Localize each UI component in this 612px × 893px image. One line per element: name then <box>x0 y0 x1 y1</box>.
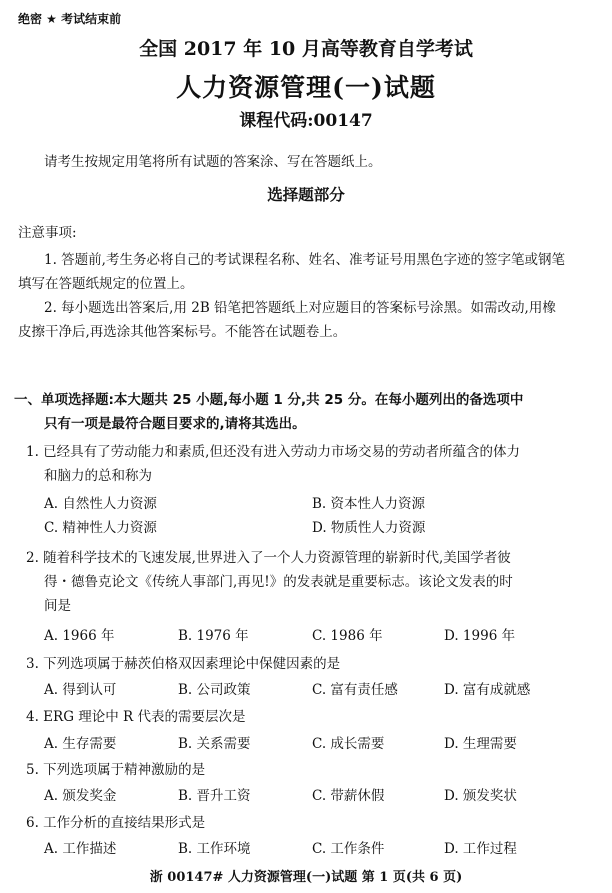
page-footer: 浙 00147# 人力资源管理(一)试题 第 1 页(共 6 页) <box>149 870 463 885</box>
section-title: 选择题部分 <box>267 185 345 204</box>
notes-label: 注意事项: <box>18 225 77 241</box>
question-6-option-a: A. 工作描述 <box>44 841 117 857</box>
question-6-option-d: D. 工作过程 <box>444 841 517 857</box>
question-5-option-c: C. 带薪休假 <box>312 788 385 804</box>
note-2-line-2: 皮擦干净后,再选涂其他答案标号。不能答在试题卷上。 <box>18 324 347 340</box>
question-3-option-b: B. 公司政策 <box>178 682 251 698</box>
question-6-line-1: 6. 工作分析的直接结果形式是 <box>26 815 206 831</box>
question-2-option-b: B. 1976 年 <box>178 628 249 644</box>
note-1-line-2: 填写在答题纸规定的位置上。 <box>18 276 194 292</box>
answer-instruction: 请考生按规定用笔将所有试题的答案涂、写在答题纸上。 <box>44 154 382 170</box>
question-3-option-a: A. 得到认可 <box>44 682 117 698</box>
question-3-option-d: D. 富有成就感 <box>444 682 531 698</box>
question-4-line-1: 4. ERG 理论中 R 代表的需要层次是 <box>26 709 246 725</box>
question-1-option-d: D. 物质性人力资源 <box>312 520 426 536</box>
question-2-line-3: 间是 <box>44 598 71 614</box>
question-4-option-a: A. 生存需要 <box>44 736 117 752</box>
course-code: 课程代码:00147 <box>239 111 373 131</box>
note-1-line-1: 1. 答题前,考生务必将自己的考试课程名称、姓名、准考证号用黑色字迹的签字笔或钢笔 <box>44 252 565 268</box>
confidential-label: 绝密 ★ 考试结束前 <box>18 12 122 26</box>
question-4-option-d: D. 生理需要 <box>444 736 517 752</box>
question-6-option-b: B. 工作环境 <box>178 841 251 857</box>
exam-paper-title: 人力资源管理(一)试题 <box>176 73 436 102</box>
question-2-option-c: C. 1986 年 <box>312 628 383 644</box>
question-5-option-b: B. 晋升工资 <box>178 788 251 804</box>
question-1-option-c: C. 精神性人力资源 <box>44 520 157 536</box>
question-2-line-2: 得・德鲁克论文《传统人事部门,再见!》的发表就是重要标志。该论文发表的时 <box>44 574 513 590</box>
question-4-option-c: C. 成长需要 <box>312 736 385 752</box>
part-1-heading-line-2: 只有一项是最符合题目要求的,请将其选出。 <box>44 416 306 432</box>
question-2-option-a: A. 1966 年 <box>44 628 115 644</box>
question-6-option-c: C. 工作条件 <box>312 841 385 857</box>
question-5-option-d: D. 颁发奖状 <box>444 788 517 804</box>
part-1-heading-line-1: 一、单项选择题:本大题共 25 小题,每小题 1 分,共 25 分。在每小题列出的备选项中 <box>14 392 524 408</box>
question-2-option-d: D. 1996 年 <box>444 628 516 644</box>
question-2-line-1: 2. 随着科学技术的飞速发展,世界进入了一个人力资源管理的崭新时代,美国学者彼 <box>26 550 511 566</box>
question-1-option-b: B. 资本性人力资源 <box>312 496 426 512</box>
question-1-line-1: 1. 已经具有了劳动能力和素质,但还没有进入劳动力市场交易的劳动者所蕴含的体力 <box>26 444 520 460</box>
question-5-option-a: A. 颁发奖金 <box>44 788 117 804</box>
question-3-option-c: C. 富有责任感 <box>312 682 398 698</box>
question-1-line-2: 和脑力的总和称为 <box>44 468 152 484</box>
question-3-line-1: 3. 下列选项属于赫茨伯格双因素理论中保健因素的是 <box>26 656 341 672</box>
note-2-line-1: 2. 每小题选出答案后,用 2B 铅笔把答题纸上对应题目的答案标号涂黑。如需改动,用橡 <box>44 300 556 316</box>
question-5-line-1: 5. 下列选项属于精神激励的是 <box>26 762 206 778</box>
exam-session-title: 全国 2017 年 10 月高等教育自学考试 <box>139 38 473 60</box>
question-4-option-b: B. 关系需要 <box>178 736 251 752</box>
question-1-option-a: A. 自然性人力资源 <box>44 496 157 512</box>
